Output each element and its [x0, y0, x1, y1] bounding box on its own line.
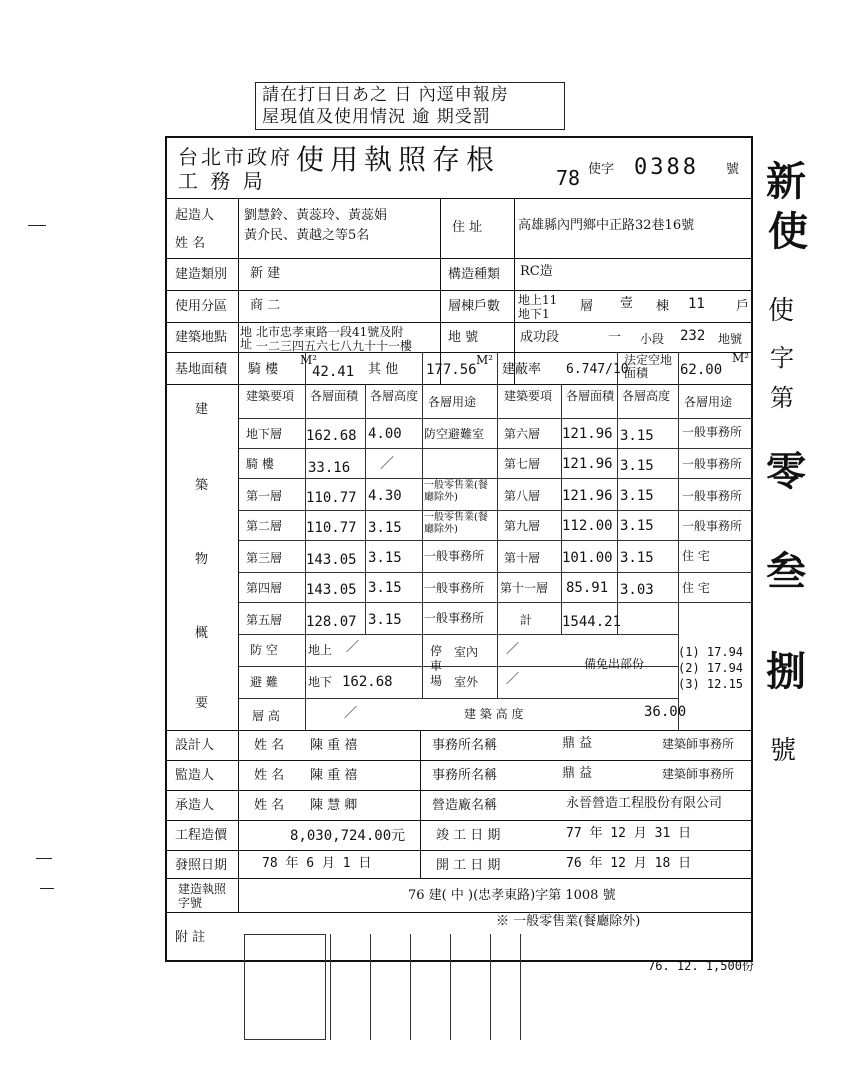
stamp-line-1: 請在打日日あ之 日 內逕申報房 [262, 85, 509, 105]
arcade-label: 騎 樓 [248, 362, 279, 377]
shelter-above: ／ [346, 640, 360, 655]
building-height: 36.00 [644, 704, 687, 720]
start-date: 76 年 12 月 18 日 [566, 856, 692, 871]
shelter-label-1: 防 空 [250, 643, 278, 657]
shelter-above-label: 地上 [308, 643, 333, 657]
note-label: 附 註 [175, 930, 206, 945]
parking-indoor-label: 室內 [454, 645, 479, 659]
permit-year: 78 [556, 166, 581, 190]
permit-ref-label: 建造執照字號 [178, 882, 227, 910]
designer-label: 設計人 [175, 738, 215, 753]
address-value: 高雄縣內門鄉中正路32巷16號 [518, 218, 695, 233]
building-unit: 棟 [656, 299, 670, 314]
coverage-ratio: 6.747/10 [566, 362, 629, 377]
table-row: 計 [520, 613, 533, 627]
parking-label: 停車場 [430, 644, 443, 688]
issue-date: 78 年 6 月 1 日 [262, 856, 372, 871]
designer-name: 陳 重 禧 [310, 738, 358, 753]
lot-small: 小段 [640, 332, 665, 346]
builder-name-label: 姓 名 [175, 236, 206, 251]
supervisor-name: 陳 重 禧 [310, 768, 358, 783]
table-row: 地下層 [246, 427, 283, 441]
roof-value: ／ [344, 706, 358, 721]
lot-section: 成功段 [520, 330, 560, 345]
col-height-left: 各層高度 [370, 389, 419, 403]
contractor-name: 陳 慧 卿 [310, 798, 358, 813]
col-area-right: 各層面積 [566, 389, 615, 403]
legal-open-label: 法定空地面積 [624, 353, 673, 380]
table-row: 騎 樓 [246, 457, 274, 471]
lot-sub: 一 [608, 330, 622, 345]
col-use-right: 各層用途 [684, 395, 733, 409]
contractor-company: 永晉營造工程股份有限公司 [566, 796, 723, 811]
use-zone-label: 使用分區 [175, 299, 228, 314]
table-row: 第一層 [246, 489, 283, 503]
ratio-label: 建蔽率 [502, 362, 542, 377]
permit-word: 使字 [588, 162, 615, 177]
use-zone-value: 商 二 [250, 298, 281, 313]
table-row: 第七層 [504, 457, 541, 471]
office-seal [244, 934, 326, 1040]
parking-outdoor: ／ [506, 672, 520, 687]
shelter-below: 162.68 [342, 674, 393, 690]
floors-below: 地下1 [518, 307, 550, 321]
table-row: 第四層 [246, 581, 283, 595]
site-prefix: 地址 [240, 325, 253, 351]
builder-names-1: 劉慧鈴、黃蕊玲、黃蕊娟 [244, 208, 388, 223]
supervisor-label: 監造人 [175, 768, 215, 783]
sale-part-3: (3) 12.15 [678, 677, 744, 691]
permit-ref-value: 76 建( 中 )(忠孝東路)字第 1008 號 [408, 888, 616, 903]
permit-number: 0388 [634, 155, 699, 180]
cost-label: 工程造價 [175, 828, 228, 843]
warning-stamp [255, 82, 565, 130]
builder-names-2: 黃介民、黃越之等5名 [244, 228, 370, 243]
col-height-right: 各層高度 [622, 389, 671, 403]
builder-label: 起造人 [175, 208, 215, 223]
site-label: 建築地點 [175, 330, 228, 345]
table-row: 第十層 [504, 551, 541, 565]
address-label: 住 址 [452, 220, 483, 235]
households-unit: 戶 [736, 299, 750, 314]
structure-label: 構造種類 [448, 267, 501, 282]
stamp-line-2: 屋現值及使用情況 逾 期受罰 [262, 107, 491, 127]
table-row: 第五層 [246, 613, 283, 627]
floors-above: 地上11 [518, 293, 558, 307]
site-address-2: 一二三四五六七八九十十一樓 [256, 339, 413, 353]
completion-date: 77 年 12 月 31 日 [566, 826, 692, 841]
table-row: 第三層 [246, 551, 283, 565]
col-use-left: 各層用途 [428, 395, 477, 409]
shelter-label-2: 避 難 [250, 675, 278, 689]
table-row: 第二層 [246, 519, 283, 533]
parking-indoor: ／ [506, 642, 520, 657]
building-height-label: 建 築 高 度 [464, 707, 524, 721]
col-item-right: 建築要項 [504, 389, 553, 403]
table-row: 第十一層 [500, 581, 549, 595]
legal-open-area: 62.00 [680, 362, 723, 378]
table-row: 第八層 [504, 489, 541, 503]
sale-parts-label: 備免出部份 [584, 657, 645, 671]
structure-value: RC造 [520, 264, 553, 279]
lot-suffix: 地號 [718, 332, 743, 346]
note-value: ※ 一般零售業(餐廳除外) [496, 914, 641, 929]
org-name-2: 工 務 局 [178, 169, 266, 193]
cost-value: 8,030,724.00元 [290, 828, 406, 844]
table-row: 第九層 [504, 519, 541, 533]
arcade-area: 42.41 [312, 364, 355, 380]
other-area: 177.56 [426, 362, 477, 378]
supervisor-office: 鼎 益 [562, 766, 593, 781]
org-name-1: 台北市政府 [178, 145, 293, 169]
site-address-1: 北市忠孝東路一段41號及附 [256, 325, 404, 339]
permit-suffix: 號 [726, 162, 740, 177]
lot-number: 232 [680, 328, 706, 344]
lot-label: 地 號 [448, 330, 479, 345]
floors-unit: 層 [580, 299, 594, 314]
area-label: 基地面積 [175, 362, 228, 377]
build-type-value: 新 建 [250, 266, 281, 281]
floors-label: 層棟戶數 [448, 299, 501, 314]
issue-label: 發照日期 [175, 858, 228, 873]
page-title: 使用執照存根 [296, 143, 501, 176]
designer-office: 鼎 益 [562, 736, 593, 751]
col-item-left: 建築要項 [246, 389, 295, 403]
sale-part-2: (2) 17.94 [678, 661, 744, 675]
col-area-left: 各層面積 [310, 389, 359, 403]
contractor-label: 承造人 [175, 798, 215, 813]
households: 11 [688, 296, 705, 312]
build-type-label: 建造類別 [175, 267, 228, 282]
building-count: 壹 [620, 296, 634, 311]
shelter-below-label: 地下 [308, 675, 333, 689]
table-row: 第六層 [504, 427, 541, 441]
sale-part-1: (1) 17.94 [678, 645, 744, 659]
parking-outdoor-label: 室外 [454, 675, 479, 689]
roof-label: 層 高 [252, 709, 280, 723]
print-run: 76. 12. 1,500份 [648, 959, 754, 973]
other-label: 其 他 [368, 362, 399, 377]
